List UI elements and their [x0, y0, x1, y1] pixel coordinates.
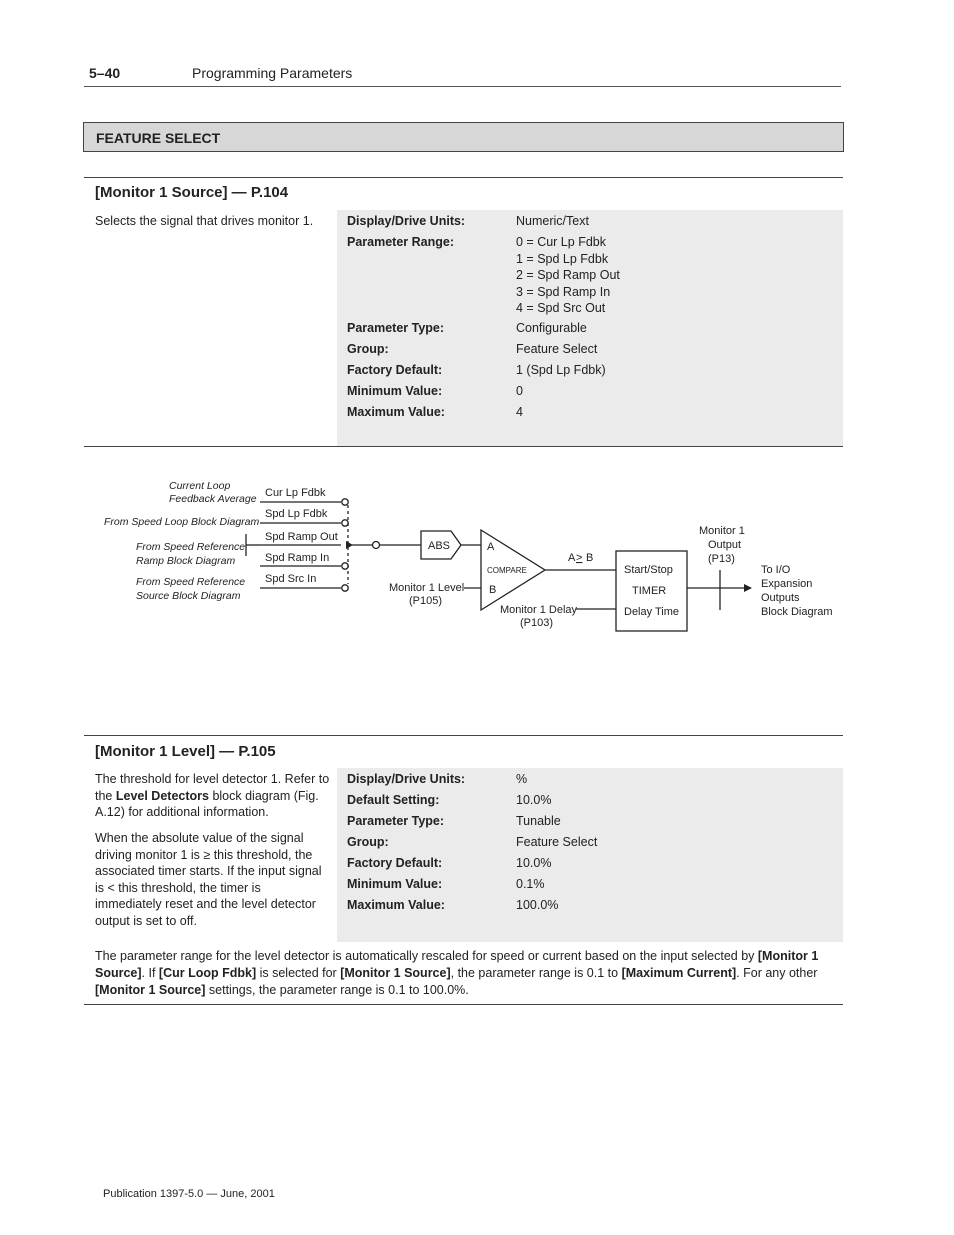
note-bold: [Monitor 1 Source] — [95, 983, 206, 997]
diagram-label: Output — [708, 539, 742, 551]
header-rule — [84, 86, 841, 87]
section-rule — [84, 446, 843, 447]
desc-text: The threshold for level detector 1. Refer to the — [95, 772, 330, 803]
monitor-level-description — [95, 771, 330, 821]
section-rule — [84, 735, 843, 736]
note-bold: [Cur Loop Fdbk] — [158, 966, 257, 980]
diagram-label: Feedback Average — [169, 493, 257, 505]
diagram-label: Source Block Diagram — [136, 590, 241, 602]
param-value: 0.1% — [516, 877, 545, 891]
diagram-label: Current Loop — [169, 480, 231, 492]
monitor-source-title: [Monitor 1 Source] — P.104 — [95, 184, 289, 201]
diagram-label: (P13) — [708, 553, 735, 565]
signal-label: Spd Src In — [265, 573, 317, 585]
publication-footer: Publication 1397-5.0 — June, 2001 — [103, 1188, 275, 1200]
param-value: 0 — [516, 384, 523, 398]
desc-bold: Level Detectors — [115, 788, 209, 803]
param-value: 10.0% — [516, 856, 552, 870]
diagram-label: From Speed Reference — [136, 541, 246, 553]
param-label: Display/Drive Units: — [347, 772, 466, 786]
note-text: . For any other — [736, 966, 818, 980]
range-note — [95, 948, 835, 999]
signal-label: Spd Ramp Out — [265, 531, 338, 543]
param-label: Minimum Value: — [347, 384, 443, 398]
note-text: , the parameter range is 0.1 to — [450, 966, 622, 980]
compare-label: COMPARE — [487, 566, 527, 575]
diagram-label: Monitor 1 Level — [389, 582, 465, 594]
param-label: Parameter Type: — [347, 321, 445, 335]
signal-label: Cur Lp Fdbk — [265, 487, 326, 499]
param-range-value: 0 = Cur Lp Fdbk 1 = Spd Lp Fdbk 2 = Spd Ramp Out 3 = Spd Ramp In 4 = Spd Src Out — [516, 235, 620, 315]
param-label: Parameter Type: — [347, 814, 445, 828]
diagram-label: Ramp Block Diagram — [136, 555, 236, 567]
diagram-label: Outputs — [761, 592, 800, 604]
param-label: Group: — [347, 342, 389, 356]
param-value: 10.0% — [516, 793, 552, 807]
compare-output-operator: > — [576, 552, 583, 564]
note-text: . If — [141, 966, 159, 980]
param-value: % — [516, 772, 528, 786]
page-number: 5–40 — [89, 65, 121, 81]
diagram-label: (P105) — [409, 595, 443, 607]
signal-label: Spd Lp Fdbk — [265, 508, 328, 520]
diagram-label: Expansion — [761, 578, 813, 590]
timer-start-label: Start/Stop — [624, 564, 673, 576]
section-rule — [84, 177, 843, 178]
note-bold: [Monitor 1 Source] — [340, 966, 451, 980]
param-label: Display/Drive Units: — [347, 214, 466, 228]
diagram-label: To I/O — [761, 564, 791, 576]
param-value: Numeric/Text — [516, 214, 589, 228]
timer-label: TIMER — [632, 585, 667, 597]
monitor-source-param-panel — [337, 210, 843, 446]
param-label: Maximum Value: — [347, 405, 445, 419]
param-label: Maximum Value: — [347, 898, 445, 912]
param-label: Group: — [347, 835, 389, 849]
note-text: settings, the parameter range is 0.1 to 100.0%. — [205, 983, 469, 997]
signal-label: Spd Ramp In — [265, 552, 330, 564]
compare-input-b: B — [489, 584, 497, 596]
note-text: is selected for — [256, 966, 341, 980]
param-label: Factory Default: — [347, 856, 443, 870]
monitor-level-param-panel — [337, 768, 843, 942]
feature-select-label: FEATURE SELECT — [96, 130, 221, 146]
param-value: 4 — [516, 405, 523, 419]
param-value: Tunable — [516, 814, 561, 828]
monitor-level-description-2: When the absolute value of the signal driving monitor 1 is ≥ this threshold, the associated timer starts. If the input signal is < this threshold, the timer is immediately reset and the level detector output is set to off. — [95, 831, 322, 928]
param-value: 100.0% — [516, 898, 559, 912]
param-label: Parameter Range: — [347, 235, 454, 249]
diagram-label: Monitor 1 Delay — [500, 604, 578, 616]
compare-input-a: A — [487, 541, 495, 553]
note-text: The parameter range for the level detector is automatically rescaled for speed or current based on the input selected by — [95, 949, 758, 963]
desc-text: block diagram (Fig. A.12) for additional information. — [95, 788, 319, 819]
section-rule — [84, 1004, 843, 1005]
param-value: Configurable — [516, 321, 587, 335]
param-label: Factory Default: — [347, 363, 443, 377]
diagram-label: Monitor 1 — [699, 525, 745, 537]
compare-output-a: A — [568, 552, 576, 564]
running-header: Programming Parameters — [192, 65, 353, 81]
param-label: Default Setting: — [347, 793, 440, 807]
feature-select-banner — [83, 122, 844, 152]
param-value: Feature Select — [516, 342, 598, 356]
monitor-source-description: Selects the signal that drives monitor 1. — [95, 214, 314, 228]
param-value: Feature Select — [516, 835, 598, 849]
diagram-label: Block Diagram — [761, 606, 833, 618]
timer-delay-label: Delay Time — [624, 606, 680, 618]
abs-block-label: ABS — [428, 540, 451, 552]
param-value: 1 (Spd Lp Fdbk) — [516, 363, 606, 377]
monitor-level-title: [Monitor 1 Level] — P.105 — [95, 743, 276, 760]
diagram-label: From Speed Reference — [136, 576, 246, 588]
compare-output-b: B — [586, 552, 594, 564]
note-bold: [Maximum Current] — [621, 966, 737, 980]
note-bold: [Monitor 1 Source] — [95, 949, 819, 980]
diagram-label: From Speed Loop Block Diagram — [104, 516, 260, 528]
monitor-block-diagram — [0, 470, 954, 640]
param-label: Minimum Value: — [347, 877, 443, 891]
diagram-label: (P103) — [520, 617, 554, 629]
